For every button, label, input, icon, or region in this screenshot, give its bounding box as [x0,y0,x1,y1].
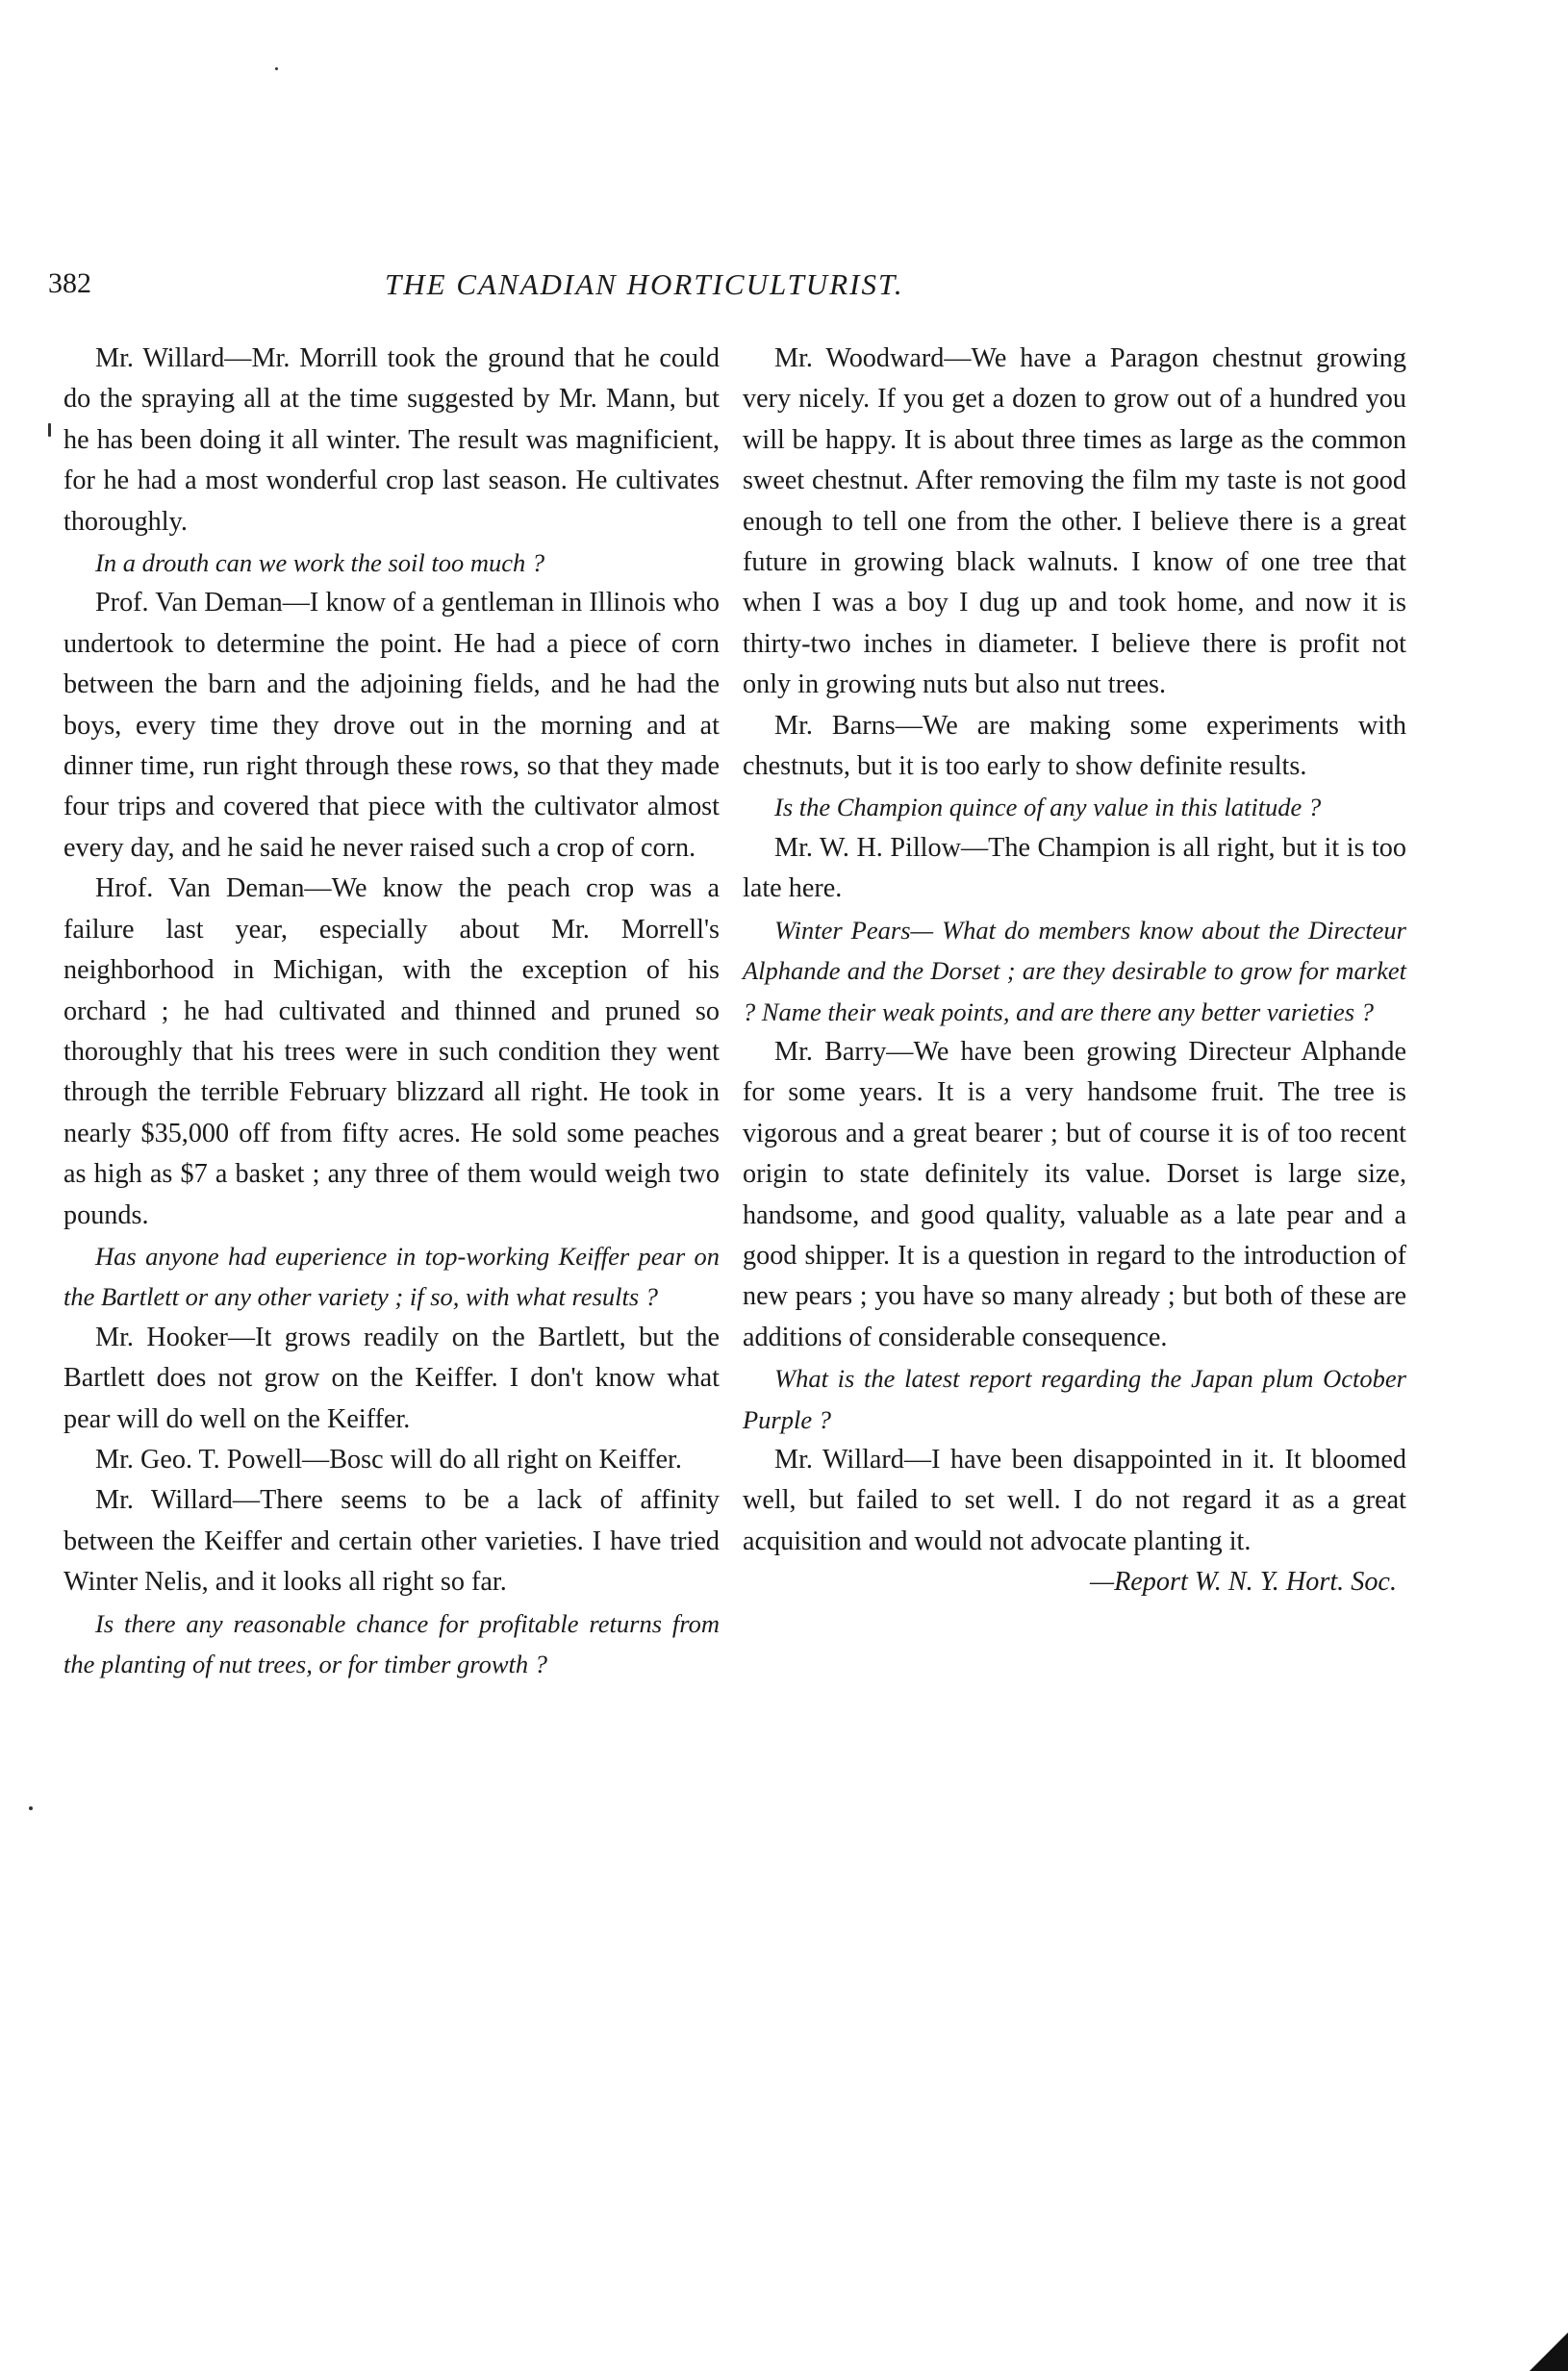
paragraph: Mr. W. H. Pillow—The Champion is all right, but it is too late here. [743,832,1406,904]
paragraph: Mr. Barns—We are making some experiments with chestnuts, but it is too early to show definite results. [743,710,1406,782]
question-heading: What is the latest report regarding the Japan plum October Purple ? [743,1364,1406,1434]
question-heading: Is the Champion quince of any value in this latitude ? [774,793,1322,822]
scan-corner-mark [1530,2323,1568,2371]
paragraph: Mr. Willard—I have been disappointed in it. It bloomed well, but failed to set well. I do not regard it as a great acquisition and would not advocate planting it. [743,1444,1406,1556]
margin-mark [48,423,51,437]
question-heading: Is there any reasonable chance for profitable returns from the planting of nut trees, or for timber growth ? [63,1608,720,1678]
paragraph: Mr. Willard—Mr. Morrill took the ground that he could do the spraying all at the time suggested by Mr. Mann, but he has been doing it all winter. The result was magnificient, for he had a most wonderful crop last season. He cultivates thoroughly. [63,343,720,537]
question-heading: In a drouth can we work the soil too much ? [95,548,545,578]
scan-speck [29,1806,33,1810]
question-heading: Winter Pears— What do members know about the Directeur Alphande and the Dorset ; are they desirable to grow for market ? Name their weak points, and are there any better varieties ? [743,915,1406,1026]
scan-speck [275,67,278,70]
paragraph: Prof. Van Deman—I know of a gentleman in Illinois who undertook to determine the point. He had a piece of corn between the barn and the adjoining fields, and he had the boys, every time they drove out in the morning and at dinner time, run right through these rows, so that they made four trips and covered that piece with the cultivator almost every day, and he said he never raised such a crop of corn. [63,588,720,863]
right-column [743,339,1406,1603]
paragraph: Mr. Barry—We have been growing Directeur Alphande for some years. It is a very handsome fruit. The tree is vigorous and a great bearer ; but of course it is of too recent origin to state definitely its value. Dorset is large size, handsome, and good quality, valuable as a late pear and a good shipper. It is a question in regard to the introduction of new pears ; you have so many already ; but both of these are additions of considerable consequence. [743,1036,1406,1352]
paragraph: Mr. Willard—There seems to be a lack of affinity between the Keiffer and certain other varieties. I have tried Winter Nelis, and it looks all right so far. [63,1485,720,1598]
paragraph: Mr. Hooker—It grows readily on the Bartlett, but the Bartlett does not grow on the Keiffer. I don't know what pear will do well on the Keiffer. [63,1322,720,1434]
page-number: 382 [48,267,91,299]
paragraph: Hrof. Van Deman—We know the peach crop was a failure last year, especially about Mr. Morrell's neighborhood in Michigan, with the exception of his orchard ; he had cultivated and thinned and pruned so thoroughly that his trees were in such condition they went through the terrible February blizzard all right. He took in nearly $35,000 off from fifty acres. He sold some peaches as high as $7 a basket ; any three of them would weigh two pounds. [63,873,720,1230]
question-heading: Has anyone had euperience in top-working Keiffer pear on the Bartlett or any other variety ; if so, with what results ? [63,1241,720,1312]
paragraph: Mr. Woodward—We have a Paragon chestnut growing very nicely. If you get a dozen to grow out of a hundred you will be happy. It is about three times as large as the common sweet chestnut. After removing the film my taste is not good enough to tell one from the other. I believe there is a great future in growing black walnuts. I know of one tree that when I was a boy I dug up and took home, and now it is thirty-two inches in diameter. I believe there is profit not only in growing nuts but also nut trees. [743,343,1406,700]
paragraph: Mr. Geo. T. Powell—Bosc will do all right on Keiffer. [95,1444,682,1475]
report-signature: —Report W. N. Y. Hort. Soc. [1090,1567,1397,1598]
left-column [63,339,720,1684]
running-head: THE CANADIAN HORTICULTURIST. [385,267,904,301]
